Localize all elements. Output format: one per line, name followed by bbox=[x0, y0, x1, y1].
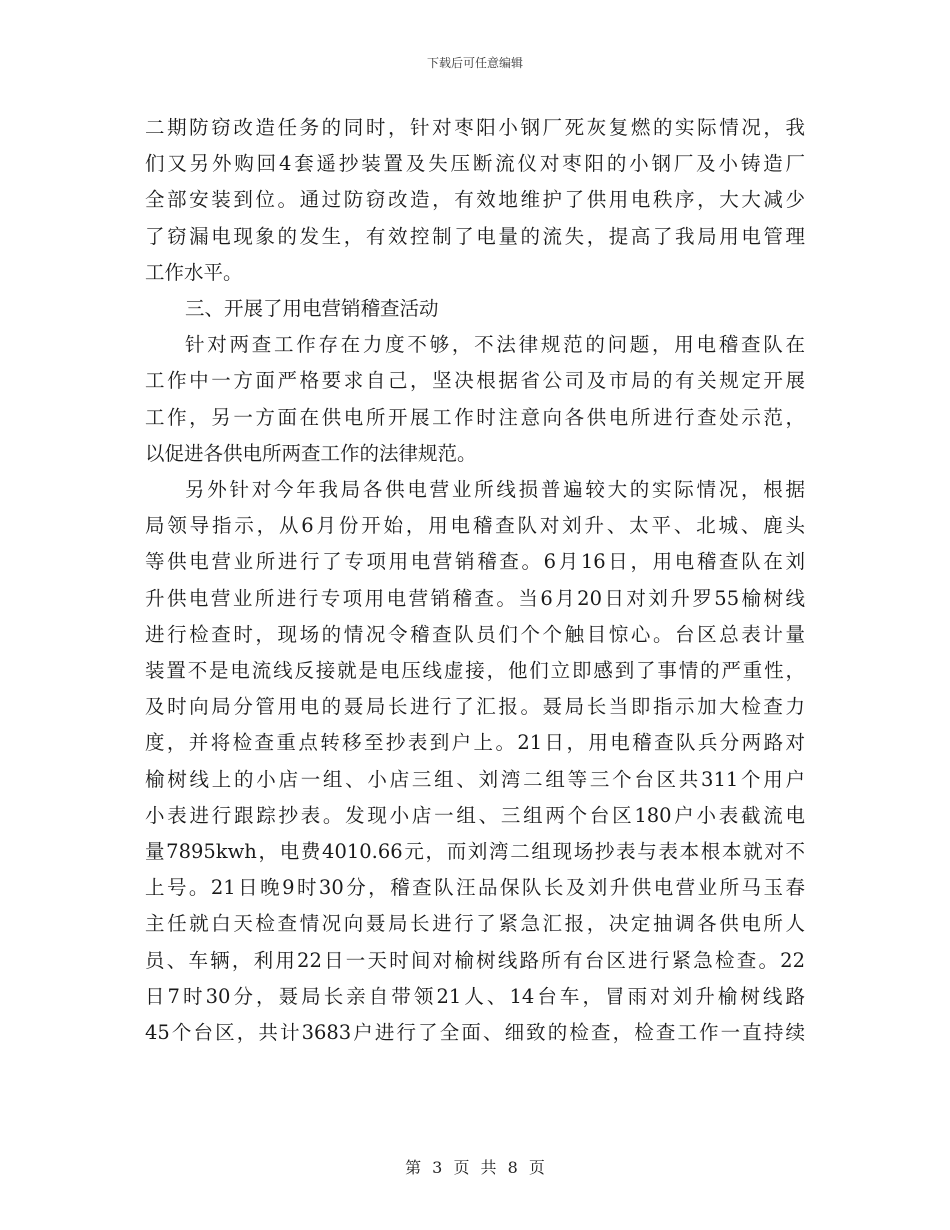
section-heading-text: 三、开展了用电营销稽查活动 bbox=[185, 297, 439, 321]
page-header: 下载后可任意编辑 bbox=[426, 56, 523, 70]
text-line: 二期防窃改造任务的同时，针对枣阳小钢厂死灰复燃的实际情况，我 bbox=[145, 116, 805, 139]
text-line: 等供电营业所进行了专项用电营销稽查。6月16日，用电稽查队在刘 bbox=[145, 550, 805, 574]
text-line: 工作中一方面严格要求自己，坚决根据省公司及市局的有关规定开展 bbox=[145, 369, 805, 393]
paragraph-1 bbox=[145, 110, 805, 291]
section-heading bbox=[145, 291, 805, 327]
text-line: 量7895kwh，电费4010.66元，而刘湾二组现场抄表与表本根本就对不 bbox=[145, 840, 805, 864]
paragraph-3 bbox=[145, 472, 805, 1051]
document-body bbox=[145, 110, 805, 1051]
text-line: 及时向局分管用电的聂局长进行了汇报。聂局长当即指示加大检查力 bbox=[145, 695, 805, 719]
text-line: 进行检查时，现场的情况令稽查队员们个个触目惊心。台区总表计量 bbox=[145, 622, 805, 646]
text-line: 上号。21日晚9时30分，稽查队汪品保队长及刘升供电营业所马玉春 bbox=[145, 876, 805, 900]
text-line: 工作，另一方面在供电所开展工作时注意向各供电所进行查处示范， bbox=[145, 405, 805, 429]
text-line: 全部安装到位。通过防窃改造，有效地维护了供用电秩序，大大减少 bbox=[145, 188, 805, 212]
text-line: 45个台区，共计3683户进行了全面、细致的检查，检查工作一直持续 bbox=[145, 1021, 805, 1045]
text-line: 另外针对今年我局各供电营业所线损普遍较大的实际情况，根据 bbox=[185, 478, 805, 502]
text-line: 主任就白天检查情况向聂局长进行了紧急汇报，决定抽调各供电所人 bbox=[145, 912, 805, 936]
text-line: 度，并将检查重点转移至抄表到户上。21日，用电稽查队兵分两路对 bbox=[145, 731, 805, 755]
text-line: 了窃漏电现象的发生，有效控制了电量的流失，提高了我局用电管理 bbox=[145, 224, 805, 248]
text-line: 小表进行跟踪抄表。发现小店一组、三组两个台区180户小表截流电 bbox=[145, 803, 805, 827]
text-line: 榆树线上的小店一组、小店三组、刘湾二组等三个台区共311个用户 bbox=[145, 767, 805, 791]
page-footer: 第 3 页 共 8 页 bbox=[405, 1158, 545, 1177]
text-line: 针对两查工作存在力度不够，不法律规范的问题，用电稽查队在 bbox=[185, 333, 805, 357]
text-line: 工作水平。 bbox=[145, 260, 243, 284]
text-line: 以促进各供电所两查工作的法律规范。 bbox=[145, 441, 477, 465]
text-line: 升供电营业所进行专项用电营销稽查。当6月20日对刘升罗55榆树线 bbox=[145, 586, 805, 610]
text-line: 日7时30分，聂局长亲自带领21人、14台车，冒雨对刘升榆树线路 bbox=[145, 984, 805, 1008]
text-line: 们又另外购回4套遥抄装置及失压断流仪对枣阳的小钢厂及小铸造厂 bbox=[145, 152, 805, 176]
paragraph-2 bbox=[145, 327, 805, 472]
text-line: 员、车辆，利用22日一天时间对榆树线路所有台区进行紧急检查。22 bbox=[145, 948, 805, 972]
text-line: 装置不是电流线反接就是电压线虚接，他们立即感到了事情的严重性， bbox=[145, 659, 805, 683]
text-line: 局领导指示，从6月份开始，用电稽查队对刘升、太平、北城、鹿头 bbox=[145, 514, 805, 538]
